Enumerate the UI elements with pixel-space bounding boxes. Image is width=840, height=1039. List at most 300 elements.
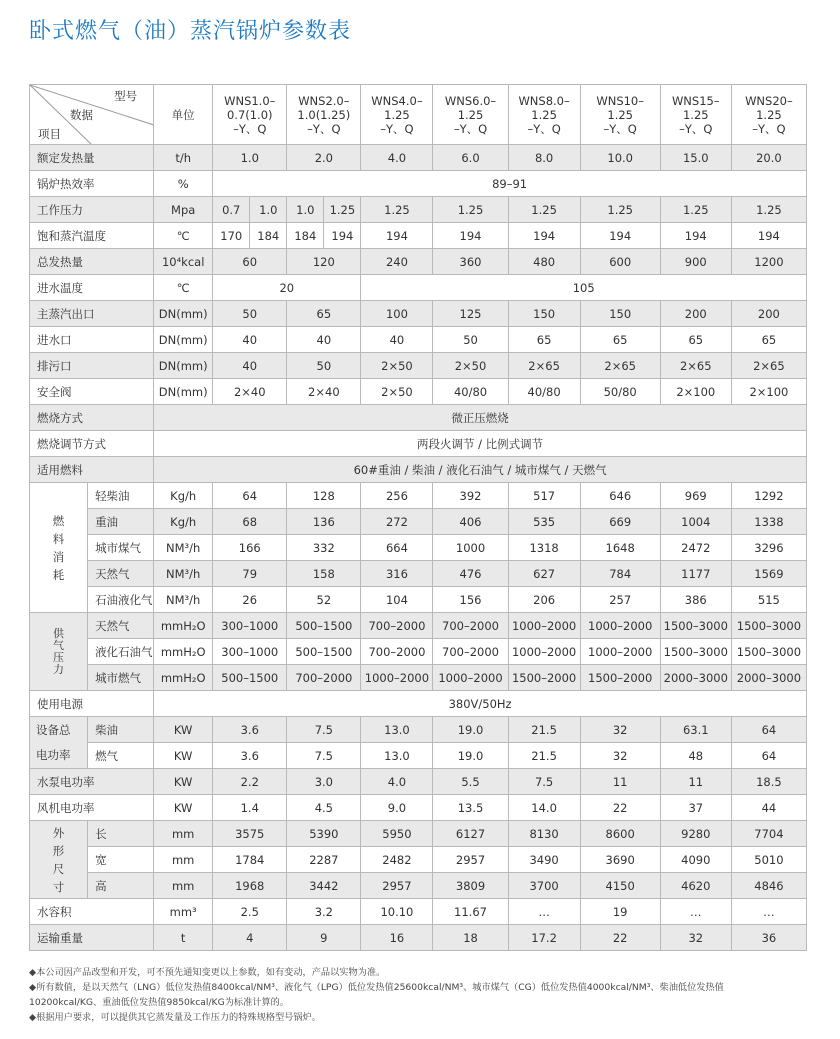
value-cell: 22 xyxy=(580,795,660,821)
value-cell: 63.1 xyxy=(660,717,731,743)
model-line: WNS4.0– xyxy=(371,93,423,108)
value-cell: 300–1000 xyxy=(213,613,287,639)
value-cell: 20.0 xyxy=(731,145,806,171)
row-unit: DN(mm) xyxy=(154,379,213,405)
row-gas_pressure-2 xyxy=(30,665,807,691)
value-cell: 6127 xyxy=(433,821,508,847)
value-cell: 2×65 xyxy=(660,353,731,379)
value-cell: 10.0 xyxy=(580,145,660,171)
row-pump_power xyxy=(30,769,807,795)
value-cell: 4.0 xyxy=(361,769,433,795)
value-cell: 9.0 xyxy=(361,795,433,821)
value-cell: 89–91 xyxy=(213,171,807,197)
value-cell: 535 xyxy=(508,509,580,535)
boiler-spec-table xyxy=(29,84,807,951)
value-cell: 1500–3000 xyxy=(660,639,731,665)
value-cell: 184 xyxy=(287,223,324,249)
value-cell: 900 xyxy=(660,249,731,275)
value-cell: 2×100 xyxy=(660,379,731,405)
value-cell: 64 xyxy=(731,717,806,743)
value-cell: 200 xyxy=(731,301,806,327)
value-cell: 104 xyxy=(361,587,433,613)
value-cell: 2472 xyxy=(660,535,731,561)
model-line: 1.25 xyxy=(682,107,709,122)
value-cell: 1000–2000 xyxy=(580,639,660,665)
value-cell: 26 xyxy=(213,587,287,613)
value-cell: 32 xyxy=(580,717,660,743)
value-cell: 646 xyxy=(580,483,660,509)
row-label: 安全阀 xyxy=(30,379,154,405)
row-dimensions-2 xyxy=(30,873,807,899)
row-unit: Kg/h xyxy=(154,509,213,535)
value-cell: 194 xyxy=(508,223,580,249)
header-model-6 xyxy=(580,85,660,145)
row-label: 燃烧调节方式 xyxy=(30,431,154,457)
value-cell: 969 xyxy=(660,483,731,509)
value-cell: 4.5 xyxy=(287,795,361,821)
value-cell: 1177 xyxy=(660,561,731,587)
value-cell: 4090 xyxy=(660,847,731,873)
value-cell: 7.5 xyxy=(287,717,361,743)
row-fuel xyxy=(30,457,807,483)
row-label: 总发热量 xyxy=(30,249,154,275)
value-cell: 194 xyxy=(433,223,508,249)
value-cell: 300–1000 xyxy=(213,639,287,665)
value-cell: 166 xyxy=(213,535,287,561)
row-unit: mm xyxy=(154,847,213,873)
value-cell: 5.5 xyxy=(433,769,508,795)
value-cell: 50 xyxy=(433,327,508,353)
value-cell: 21.5 xyxy=(508,743,580,769)
row-unit: t/h xyxy=(154,145,213,171)
model-line: WNS1.0– xyxy=(224,93,276,108)
value-cell: 40/80 xyxy=(433,379,508,405)
row-unit: NM³/h xyxy=(154,535,213,561)
row-fuel_consumption-4 xyxy=(30,587,807,613)
model-line: –Y、Q xyxy=(380,121,414,136)
row-dimensions-0 xyxy=(30,821,807,847)
value-cell: 194 xyxy=(731,223,806,249)
row-water_inlet xyxy=(30,327,807,353)
row-label: 石油液化气 xyxy=(88,587,154,613)
value-cell: 100 xyxy=(361,301,433,327)
value-cell: 380V/50Hz xyxy=(154,691,807,717)
value-cell: 18 xyxy=(433,925,508,951)
group-label-char: 外 xyxy=(52,825,65,840)
value-cell: 13.5 xyxy=(433,795,508,821)
value-cell: 392 xyxy=(433,483,508,509)
value-cell: 700–2000 xyxy=(433,613,508,639)
value-cell: 156 xyxy=(433,587,508,613)
row-unit: DN(mm) xyxy=(154,353,213,379)
value-cell: 194 xyxy=(660,223,731,249)
value-cell: 194 xyxy=(324,223,361,249)
value-cell: 1.25 xyxy=(731,197,806,223)
row-regulation xyxy=(30,431,807,457)
value-cell: 4620 xyxy=(660,873,731,899)
value-cell: 8130 xyxy=(508,821,580,847)
value-cell: 2.0 xyxy=(287,145,361,171)
row-label: 轻柴油 xyxy=(88,483,154,509)
value-cell: 32 xyxy=(580,743,660,769)
value-cell: 2.5 xyxy=(213,899,287,925)
note-3: ◆根据用户要求，可以提供其它蒸发量及工作压力的特殊规格型号锅炉。 xyxy=(29,1012,321,1023)
row-drain xyxy=(30,353,807,379)
row-label: 风机电功率 xyxy=(30,795,154,821)
value-cell: 1968 xyxy=(213,873,287,899)
value-cell: … xyxy=(731,899,806,925)
value-cell: 4.0 xyxy=(361,145,433,171)
value-cell: 476 xyxy=(433,561,508,587)
row-label: 进水口 xyxy=(30,327,154,353)
value-cell: 1004 xyxy=(660,509,731,535)
model-line: –Y、Q xyxy=(752,121,786,136)
value-cell: 700–2000 xyxy=(433,639,508,665)
value-cell: 700–2000 xyxy=(287,665,361,691)
value-cell: 1500–3000 xyxy=(660,613,731,639)
value-cell: 1000–2000 xyxy=(580,613,660,639)
value-cell: 3809 xyxy=(433,873,508,899)
value-cell: 37 xyxy=(660,795,731,821)
value-cell: 50 xyxy=(287,353,361,379)
group-label-char: 气 xyxy=(53,638,65,652)
row-equip_power-1 xyxy=(30,743,807,769)
value-cell: 1500–2000 xyxy=(508,665,580,691)
value-cell: 1.25 xyxy=(361,197,433,223)
value-cell: 1200 xyxy=(731,249,806,275)
value-cell: 5390 xyxy=(287,821,361,847)
value-cell: 1000–2000 xyxy=(361,665,433,691)
value-cell: 2×50 xyxy=(361,353,433,379)
row-unit: KW xyxy=(154,717,213,743)
value-cell: 1338 xyxy=(731,509,806,535)
value-cell: 3.6 xyxy=(213,717,287,743)
model-line: –Y、Q xyxy=(603,121,637,136)
group-label-char: 寸 xyxy=(52,879,65,894)
value-cell: 500–1500 xyxy=(213,665,287,691)
value-cell: 2×65 xyxy=(580,353,660,379)
value-cell: 1318 xyxy=(508,535,580,561)
value-cell: 19.0 xyxy=(433,717,508,743)
value-cell: 669 xyxy=(580,509,660,535)
value-cell: 14.0 xyxy=(508,795,580,821)
header-model-4 xyxy=(433,85,508,145)
row-unit: Kg/h xyxy=(154,483,213,509)
row-label: 燃烧方式 xyxy=(30,405,154,431)
header-unit: 单位 xyxy=(154,85,213,145)
value-cell: 3.2 xyxy=(287,899,361,925)
row-unit: mm xyxy=(154,821,213,847)
row-fuel_consumption-3 xyxy=(30,561,807,587)
value-cell: 2482 xyxy=(361,847,433,873)
value-cell: 170 xyxy=(213,223,250,249)
row-combustion xyxy=(30,405,807,431)
model-line: –Y、Q xyxy=(233,121,267,136)
row-unit: t xyxy=(154,925,213,951)
value-cell: 48 xyxy=(660,743,731,769)
value-cell: 8600 xyxy=(580,821,660,847)
row-label: 燃气 xyxy=(88,743,154,769)
value-cell: 2×65 xyxy=(508,353,580,379)
value-cell: 65 xyxy=(660,327,731,353)
row-unit: DN(mm) xyxy=(154,327,213,353)
value-cell: 158 xyxy=(287,561,361,587)
group-label-char: 设备总 xyxy=(36,722,71,737)
model-line: –Y、Q xyxy=(453,121,488,136)
value-cell: 120 xyxy=(287,249,361,275)
value-cell: 256 xyxy=(361,483,433,509)
row-weight xyxy=(30,925,807,951)
value-cell: 4 xyxy=(213,925,287,951)
row-unit: KW xyxy=(154,769,213,795)
value-cell: 10.10 xyxy=(361,899,433,925)
value-cell: 332 xyxy=(287,535,361,561)
model-line: 1.25 xyxy=(384,107,410,122)
row-unit: ℃ xyxy=(154,275,213,301)
row-label: 重油 xyxy=(88,509,154,535)
value-cell: 627 xyxy=(508,561,580,587)
row-unit: DN(mm) xyxy=(154,301,213,327)
value-cell: 3490 xyxy=(508,847,580,873)
row-capacity xyxy=(30,145,807,171)
row-label: 城市燃气 xyxy=(88,665,154,691)
value-cell: 480 xyxy=(508,249,580,275)
model-line: –Y、Q xyxy=(307,121,341,136)
value-cell: 9280 xyxy=(660,821,731,847)
value-cell: 1.0 xyxy=(213,145,287,171)
value-cell: 1.25 xyxy=(508,197,580,223)
row-label: 锅炉热效率 xyxy=(30,171,154,197)
model-line: 1.0(1.25) xyxy=(297,107,351,122)
value-cell: 316 xyxy=(361,561,433,587)
value-cell: 1292 xyxy=(731,483,806,509)
group-label-char: 尺 xyxy=(52,861,65,876)
value-cell: 40/80 xyxy=(508,379,580,405)
note-1: ◆本公司因产品改型和开发，可不预先通知变更以上参数，如有变动，产品以实物为准。 xyxy=(29,967,386,978)
row-unit: mmH₂O xyxy=(154,665,213,691)
row-label: 液化石油气 xyxy=(88,639,154,665)
value-cell: 184 xyxy=(250,223,287,249)
value-cell: 700–2000 xyxy=(361,639,433,665)
model-line: WNS10– xyxy=(596,93,645,108)
value-cell: 2×40 xyxy=(213,379,287,405)
group-label-dimensions xyxy=(30,821,88,899)
value-cell: 65 xyxy=(287,301,361,327)
value-cell: 2957 xyxy=(361,873,433,899)
group-label-char: 形 xyxy=(52,843,65,858)
value-cell: 206 xyxy=(508,587,580,613)
row-label: 柴油 xyxy=(88,717,154,743)
row-feed-temp xyxy=(30,275,807,301)
value-cell: 500–1500 xyxy=(287,639,361,665)
value-cell: 1569 xyxy=(731,561,806,587)
value-cell: 19 xyxy=(580,899,660,925)
value-cell: 600 xyxy=(580,249,660,275)
value-cell: 3442 xyxy=(287,873,361,899)
value-cell: 13.0 xyxy=(361,743,433,769)
value-cell: 40 xyxy=(287,327,361,353)
group-label-char: 料 xyxy=(52,531,65,546)
value-cell: 194 xyxy=(361,223,433,249)
row-pressure xyxy=(30,197,807,223)
value-cell: 微正压燃烧 xyxy=(154,405,807,431)
value-cell: 15.0 xyxy=(660,145,731,171)
model-line: WNS6.0– xyxy=(444,93,497,108)
value-cell: 2000–3000 xyxy=(660,665,731,691)
value-cell: 2.2 xyxy=(213,769,287,795)
value-cell: 两段火调节 / 比例式调节 xyxy=(154,431,807,457)
value-cell: 515 xyxy=(731,587,806,613)
row-fan_power xyxy=(30,795,807,821)
value-cell: 360 xyxy=(433,249,508,275)
value-cell: 7.5 xyxy=(287,743,361,769)
group-label-fuel_consumption xyxy=(30,483,88,613)
value-cell: 105 xyxy=(361,275,807,301)
row-unit: % xyxy=(154,171,213,197)
value-cell: 1.0 xyxy=(287,197,324,223)
value-cell: 1784 xyxy=(213,847,287,873)
value-cell: 664 xyxy=(361,535,433,561)
group-label-char: 力 xyxy=(53,662,65,676)
value-cell: 784 xyxy=(580,561,660,587)
model-line: 1.25 xyxy=(457,107,484,122)
row-power_supply xyxy=(30,691,807,717)
value-cell: 136 xyxy=(287,509,361,535)
row-label: 排污口 xyxy=(30,353,154,379)
header-model-8 xyxy=(731,85,806,145)
value-cell: 5950 xyxy=(361,821,433,847)
note-2-cont: 10200kcal/KG、重油低位发热值9850kcal/KG为标准计算的。 xyxy=(29,997,290,1008)
row-equip_power-0 xyxy=(30,717,807,743)
value-cell: 44 xyxy=(731,795,806,821)
value-cell: 257 xyxy=(580,587,660,613)
model-line: WNS15– xyxy=(671,93,720,108)
value-cell: 17.2 xyxy=(508,925,580,951)
value-cell: 4846 xyxy=(731,873,806,899)
header-model-1 xyxy=(213,85,287,145)
row-label: 水泵电功率 xyxy=(30,769,154,795)
row-label: 进水温度 xyxy=(30,275,154,301)
row-unit: KW xyxy=(154,795,213,821)
model-line: WNS2.0– xyxy=(298,93,350,108)
value-cell: 200 xyxy=(660,301,731,327)
value-cell: 5010 xyxy=(731,847,806,873)
value-cell: 11.67 xyxy=(433,899,508,925)
model-line: –Y、Q xyxy=(679,121,713,136)
value-cell: 40 xyxy=(361,327,433,353)
value-cell: 2×50 xyxy=(433,353,508,379)
value-cell: 2×65 xyxy=(731,353,806,379)
group-label-char: 耗 xyxy=(52,567,65,582)
row-label: 水容积 xyxy=(30,899,154,925)
row-dimensions-1 xyxy=(30,847,807,873)
value-cell: 11 xyxy=(580,769,660,795)
note-2: ◆所有数值，是以天然气（LNG）低位发热值8400kcal/NM³、液化气（LPG）低位发热值25600kcal/NM³、城市煤气（CG）低位发热值4000kcal/NM³、柴油低位发热值 xyxy=(29,982,724,993)
row-fuel_consumption-1 xyxy=(30,509,807,535)
model-line: –Y、Q xyxy=(527,121,561,136)
value-cell: 1.25 xyxy=(324,197,361,223)
header-model-2 xyxy=(287,85,361,145)
row-label: 使用电源 xyxy=(30,691,154,717)
row-label: 宽 xyxy=(88,847,154,873)
value-cell: 1648 xyxy=(580,535,660,561)
row-fuel_consumption-0 xyxy=(30,483,807,509)
value-cell: 272 xyxy=(361,509,433,535)
value-cell: 65 xyxy=(508,327,580,353)
row-water_volume xyxy=(30,899,807,925)
value-cell: 9 xyxy=(287,925,361,951)
group-label-char: 压 xyxy=(53,650,65,664)
model-line: 1.25 xyxy=(607,107,633,122)
group-label-char: 燃 xyxy=(52,513,65,528)
model-line: 1.25 xyxy=(756,107,782,122)
value-cell: 11 xyxy=(660,769,731,795)
value-cell: 65 xyxy=(731,327,806,353)
row-label: 高 xyxy=(88,873,154,899)
value-cell: 2000–3000 xyxy=(731,665,806,691)
value-cell: 2×40 xyxy=(287,379,361,405)
value-cell: 3690 xyxy=(580,847,660,873)
value-cell: 60 xyxy=(213,249,287,275)
row-gas_pressure-0 xyxy=(30,613,807,639)
value-cell: 1000–2000 xyxy=(508,639,580,665)
row-label: 城市煤气 xyxy=(88,535,154,561)
value-cell: … xyxy=(508,899,580,925)
group-label-char: 供 xyxy=(53,626,65,640)
value-cell: 2×50 xyxy=(361,379,433,405)
value-cell: 2×100 xyxy=(731,379,806,405)
value-cell: 1.25 xyxy=(660,197,731,223)
row-unit: KW xyxy=(154,743,213,769)
value-cell: 60#重油 / 柴油 / 液化石油气 / 城市煤气 / 天燃气 xyxy=(154,457,807,483)
value-cell: 500–1500 xyxy=(287,613,361,639)
value-cell: 1000–2000 xyxy=(433,665,508,691)
model-line: WNS20– xyxy=(745,93,793,108)
corner-item-label: 项目 xyxy=(38,127,61,141)
row-label: 主蒸汽出口 xyxy=(30,301,154,327)
row-label: 天然气 xyxy=(88,613,154,639)
row-unit: NM³/h xyxy=(154,587,213,613)
header-model-7 xyxy=(660,85,731,145)
value-cell: 150 xyxy=(580,301,660,327)
value-cell: 3.0 xyxy=(287,769,361,795)
value-cell: 18.5 xyxy=(731,769,806,795)
row-efficiency xyxy=(30,171,807,197)
row-unit: Mpa xyxy=(154,197,213,223)
row-unit: mmH₂O xyxy=(154,613,213,639)
row-unit: ℃ xyxy=(154,223,213,249)
value-cell: 240 xyxy=(361,249,433,275)
value-cell: 517 xyxy=(508,483,580,509)
value-cell: 3700 xyxy=(508,873,580,899)
header-row xyxy=(30,85,807,145)
value-cell: 32 xyxy=(660,925,731,951)
value-cell: 8.0 xyxy=(508,145,580,171)
value-cell: 20 xyxy=(213,275,361,301)
value-cell: 7.5 xyxy=(508,769,580,795)
value-cell: 150 xyxy=(508,301,580,327)
value-cell: 406 xyxy=(433,509,508,535)
value-cell: 21.5 xyxy=(508,717,580,743)
group-label-gas_pressure xyxy=(30,613,88,691)
value-cell: 386 xyxy=(660,587,731,613)
value-cell: 22 xyxy=(580,925,660,951)
value-cell: 40 xyxy=(213,327,287,353)
value-cell: 19.0 xyxy=(433,743,508,769)
value-cell: … xyxy=(660,899,731,925)
header-model-3 xyxy=(361,85,433,145)
value-cell: 40 xyxy=(213,353,287,379)
